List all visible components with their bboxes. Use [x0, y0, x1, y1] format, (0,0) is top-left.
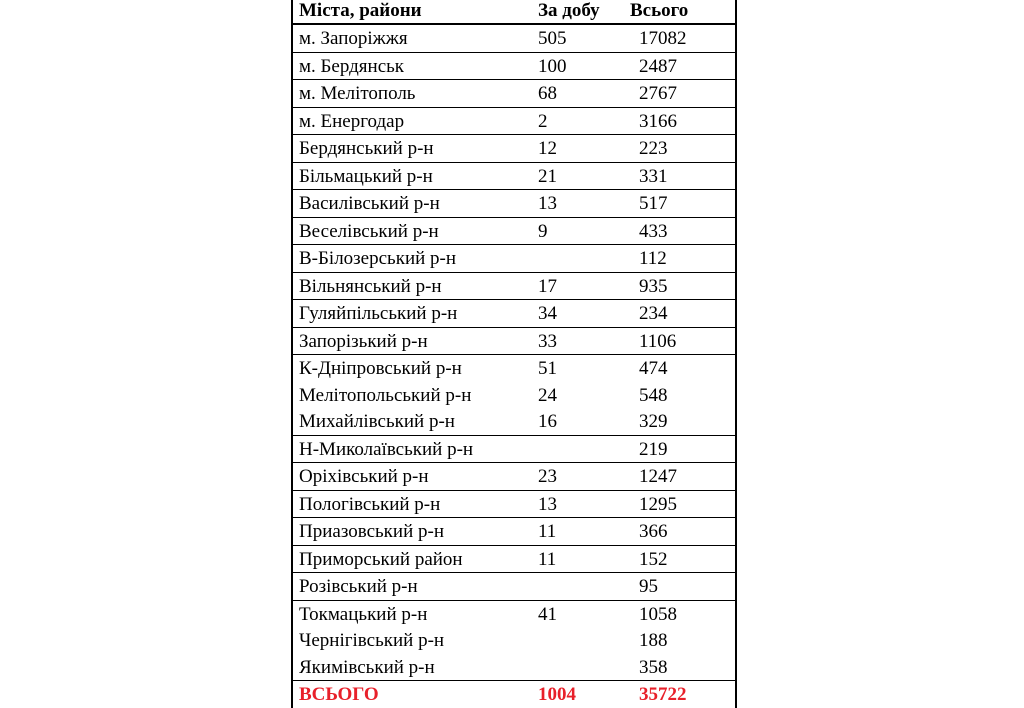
row-name: Пологівський р-н [299, 493, 441, 515]
row-per-day: 2 [538, 110, 548, 132]
row-total: 329 [639, 411, 668, 432]
row-total: 2487 [639, 55, 677, 77]
row-total: 3166 [639, 110, 677, 132]
row-per-day: 23 [538, 466, 557, 487]
row-name: Оріхівський р-н [299, 466, 429, 487]
table-row [293, 546, 735, 574]
row-name: Бердянський р-н [299, 138, 434, 159]
row-total: 17082 [639, 28, 687, 49]
table-row [293, 518, 735, 546]
table-row [293, 491, 735, 519]
row-total: 223 [639, 138, 668, 159]
row-total: 95 [639, 576, 658, 597]
table-row [293, 355, 735, 382]
row-name: м. Мелітополь [299, 83, 416, 104]
row-per-day: 51 [538, 358, 557, 379]
table-row [293, 382, 735, 409]
table-row [293, 163, 735, 191]
table-row [293, 601, 735, 628]
table-row [293, 245, 735, 273]
row-per-day: 100 [538, 55, 567, 77]
row-total: 935 [639, 275, 668, 297]
table-row [293, 328, 735, 356]
row-name: К-Дніпровський р-н [299, 358, 462, 379]
row-total: 548 [639, 384, 668, 406]
table-row [293, 627, 735, 654]
stats-table [291, 0, 737, 708]
table-row [293, 436, 735, 464]
table-row [293, 300, 735, 328]
row-total: 366 [639, 521, 668, 542]
row-total: 1295 [639, 493, 677, 515]
table-row [293, 25, 735, 53]
row-name: м. Запоріжжя [299, 28, 408, 49]
total-row [293, 681, 735, 708]
row-per-day: 11 [538, 548, 557, 570]
table-row [293, 108, 735, 136]
table-row [293, 135, 735, 163]
row-total: 358 [639, 656, 668, 678]
row-name: Приморський район [299, 548, 463, 570]
header-name: Міста, райони [299, 0, 422, 21]
table-row [293, 408, 735, 436]
row-per-day: 505 [538, 28, 567, 49]
row-name: Чернігівський р-н [299, 630, 445, 651]
row-name: Гуляйпільський р-н [299, 303, 458, 324]
row-total: 433 [639, 220, 668, 242]
row-per-day: 68 [538, 83, 557, 104]
row-per-day: 24 [538, 384, 557, 406]
header-per-day: За добу [538, 0, 600, 21]
table-row [293, 190, 735, 218]
row-name: Василівський р-н [299, 193, 440, 214]
row-name: Розівський р-н [299, 576, 418, 597]
table-row [293, 463, 735, 491]
row-name: В-Білозерський р-н [299, 248, 457, 269]
row-per-day: 16 [538, 411, 557, 432]
row-per-day: 17 [538, 275, 557, 297]
row-total: 112 [639, 248, 667, 269]
row-per-day: 33 [538, 330, 557, 352]
table-row [293, 218, 735, 246]
row-name: Веселівський р-н [299, 220, 439, 242]
row-per-day: 34 [538, 303, 557, 324]
table-row [293, 273, 735, 301]
row-per-day: 11 [538, 521, 557, 542]
row-name: Вільнянський р-н [299, 275, 442, 297]
row-total: 331 [639, 165, 668, 187]
row-per-day: 9 [538, 220, 548, 242]
row-per-day: 12 [538, 138, 557, 159]
row-name: Приазовський р-н [299, 521, 444, 542]
row-total: 188 [639, 630, 668, 651]
table-body [293, 25, 735, 681]
row-per-day: 21 [538, 165, 557, 187]
row-total: 234 [639, 303, 668, 324]
row-total: 2767 [639, 83, 677, 104]
row-name: м. Енергодар [299, 110, 405, 132]
total-label: ВСЬОГО [299, 684, 379, 705]
table-header [293, 0, 735, 25]
table-row [293, 654, 735, 682]
row-per-day: 41 [538, 603, 557, 625]
row-total: 219 [639, 438, 668, 460]
row-total: 1247 [639, 466, 677, 487]
row-name: Токмацький р-н [299, 603, 428, 625]
row-name: Мелітопольський р-н [299, 384, 472, 406]
header-total: Всього [630, 0, 689, 21]
row-name: Більмацький р-н [299, 165, 433, 187]
row-name: Михайлівський р-н [299, 411, 455, 432]
row-name: Н-Миколаївський р-н [299, 438, 474, 460]
row-total: 152 [639, 548, 668, 570]
row-name: Якимівський р-н [299, 656, 435, 678]
table-row [293, 573, 735, 601]
total-total: 35722 [639, 684, 687, 705]
row-total: 1058 [639, 603, 677, 625]
row-total: 1106 [639, 330, 677, 352]
row-name: м. Бердянськ [299, 55, 405, 77]
row-per-day: 13 [538, 193, 557, 214]
row-per-day: 13 [538, 493, 557, 515]
row-total: 517 [639, 193, 668, 214]
table-row [293, 80, 735, 108]
table-row [293, 53, 735, 81]
row-name: Запорізький р-н [299, 330, 428, 352]
total-per-day: 1004 [538, 684, 576, 705]
row-total: 474 [639, 358, 668, 379]
